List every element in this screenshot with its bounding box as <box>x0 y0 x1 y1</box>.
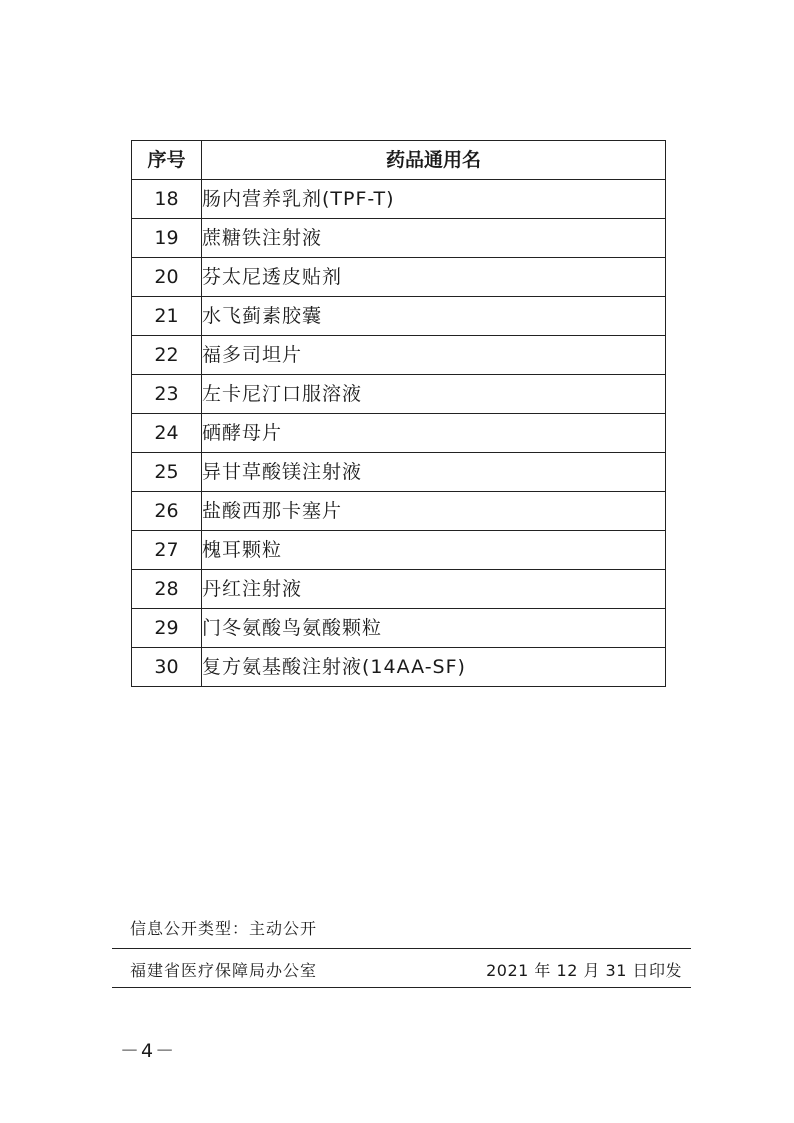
row-number: 20 <box>132 258 202 297</box>
footer-top-rule <box>112 948 691 949</box>
issuing-office: 福建省医疗保障局办公室 <box>130 961 318 980</box>
table-row <box>132 258 666 297</box>
drug-name: 肠内营养乳剂(TPF-T) <box>202 180 666 219</box>
row-number: 27 <box>132 531 202 570</box>
row-number: 19 <box>132 219 202 258</box>
drug-name: 槐耳颗粒 <box>202 531 666 570</box>
table-row <box>132 336 666 375</box>
drug-name: 蔗糖铁注射液 <box>202 219 666 258</box>
drug-list-table <box>131 140 666 687</box>
drug-name: 水飞蓟素胶囊 <box>202 297 666 336</box>
table-row <box>132 648 666 687</box>
drug-name: 左卡尼汀口服溶液 <box>202 375 666 414</box>
header-drug-name: 药品通用名 <box>202 141 666 180</box>
table-row <box>132 375 666 414</box>
table-row <box>132 609 666 648</box>
table-row <box>132 570 666 609</box>
row-number: 29 <box>132 609 202 648</box>
table-row <box>132 414 666 453</box>
row-number: 18 <box>132 180 202 219</box>
drug-name: 门冬氨酸鸟氨酸颗粒 <box>202 609 666 648</box>
drug-name: 福多司坦片 <box>202 336 666 375</box>
page-number: －4－ <box>120 1040 177 1062</box>
row-number: 24 <box>132 414 202 453</box>
drug-name: 盐酸西那卡塞片 <box>202 492 666 531</box>
table-header-row <box>132 141 666 180</box>
table-row <box>132 219 666 258</box>
table-row <box>132 531 666 570</box>
row-number: 23 <box>132 375 202 414</box>
issue-date: 2021 年 12 月 31 日印发 <box>486 961 682 980</box>
row-number: 26 <box>132 492 202 531</box>
row-number: 25 <box>132 453 202 492</box>
drug-name: 复方氨基酸注射液(14AA-SF) <box>202 648 666 687</box>
drug-name: 硒酵母片 <box>202 414 666 453</box>
footer-bottom-rule <box>112 987 691 988</box>
row-number: 22 <box>132 336 202 375</box>
table-row <box>132 297 666 336</box>
disclosure-type: 信息公开类型：主动公开 <box>130 919 318 938</box>
row-number: 30 <box>132 648 202 687</box>
table-row <box>132 180 666 219</box>
table-row <box>132 453 666 492</box>
drug-name: 异甘草酸镁注射液 <box>202 453 666 492</box>
drug-name: 芬太尼透皮贴剂 <box>202 258 666 297</box>
header-serial-number: 序号 <box>132 141 202 180</box>
drug-name: 丹红注射液 <box>202 570 666 609</box>
row-number: 21 <box>132 297 202 336</box>
row-number: 28 <box>132 570 202 609</box>
table-row <box>132 492 666 531</box>
